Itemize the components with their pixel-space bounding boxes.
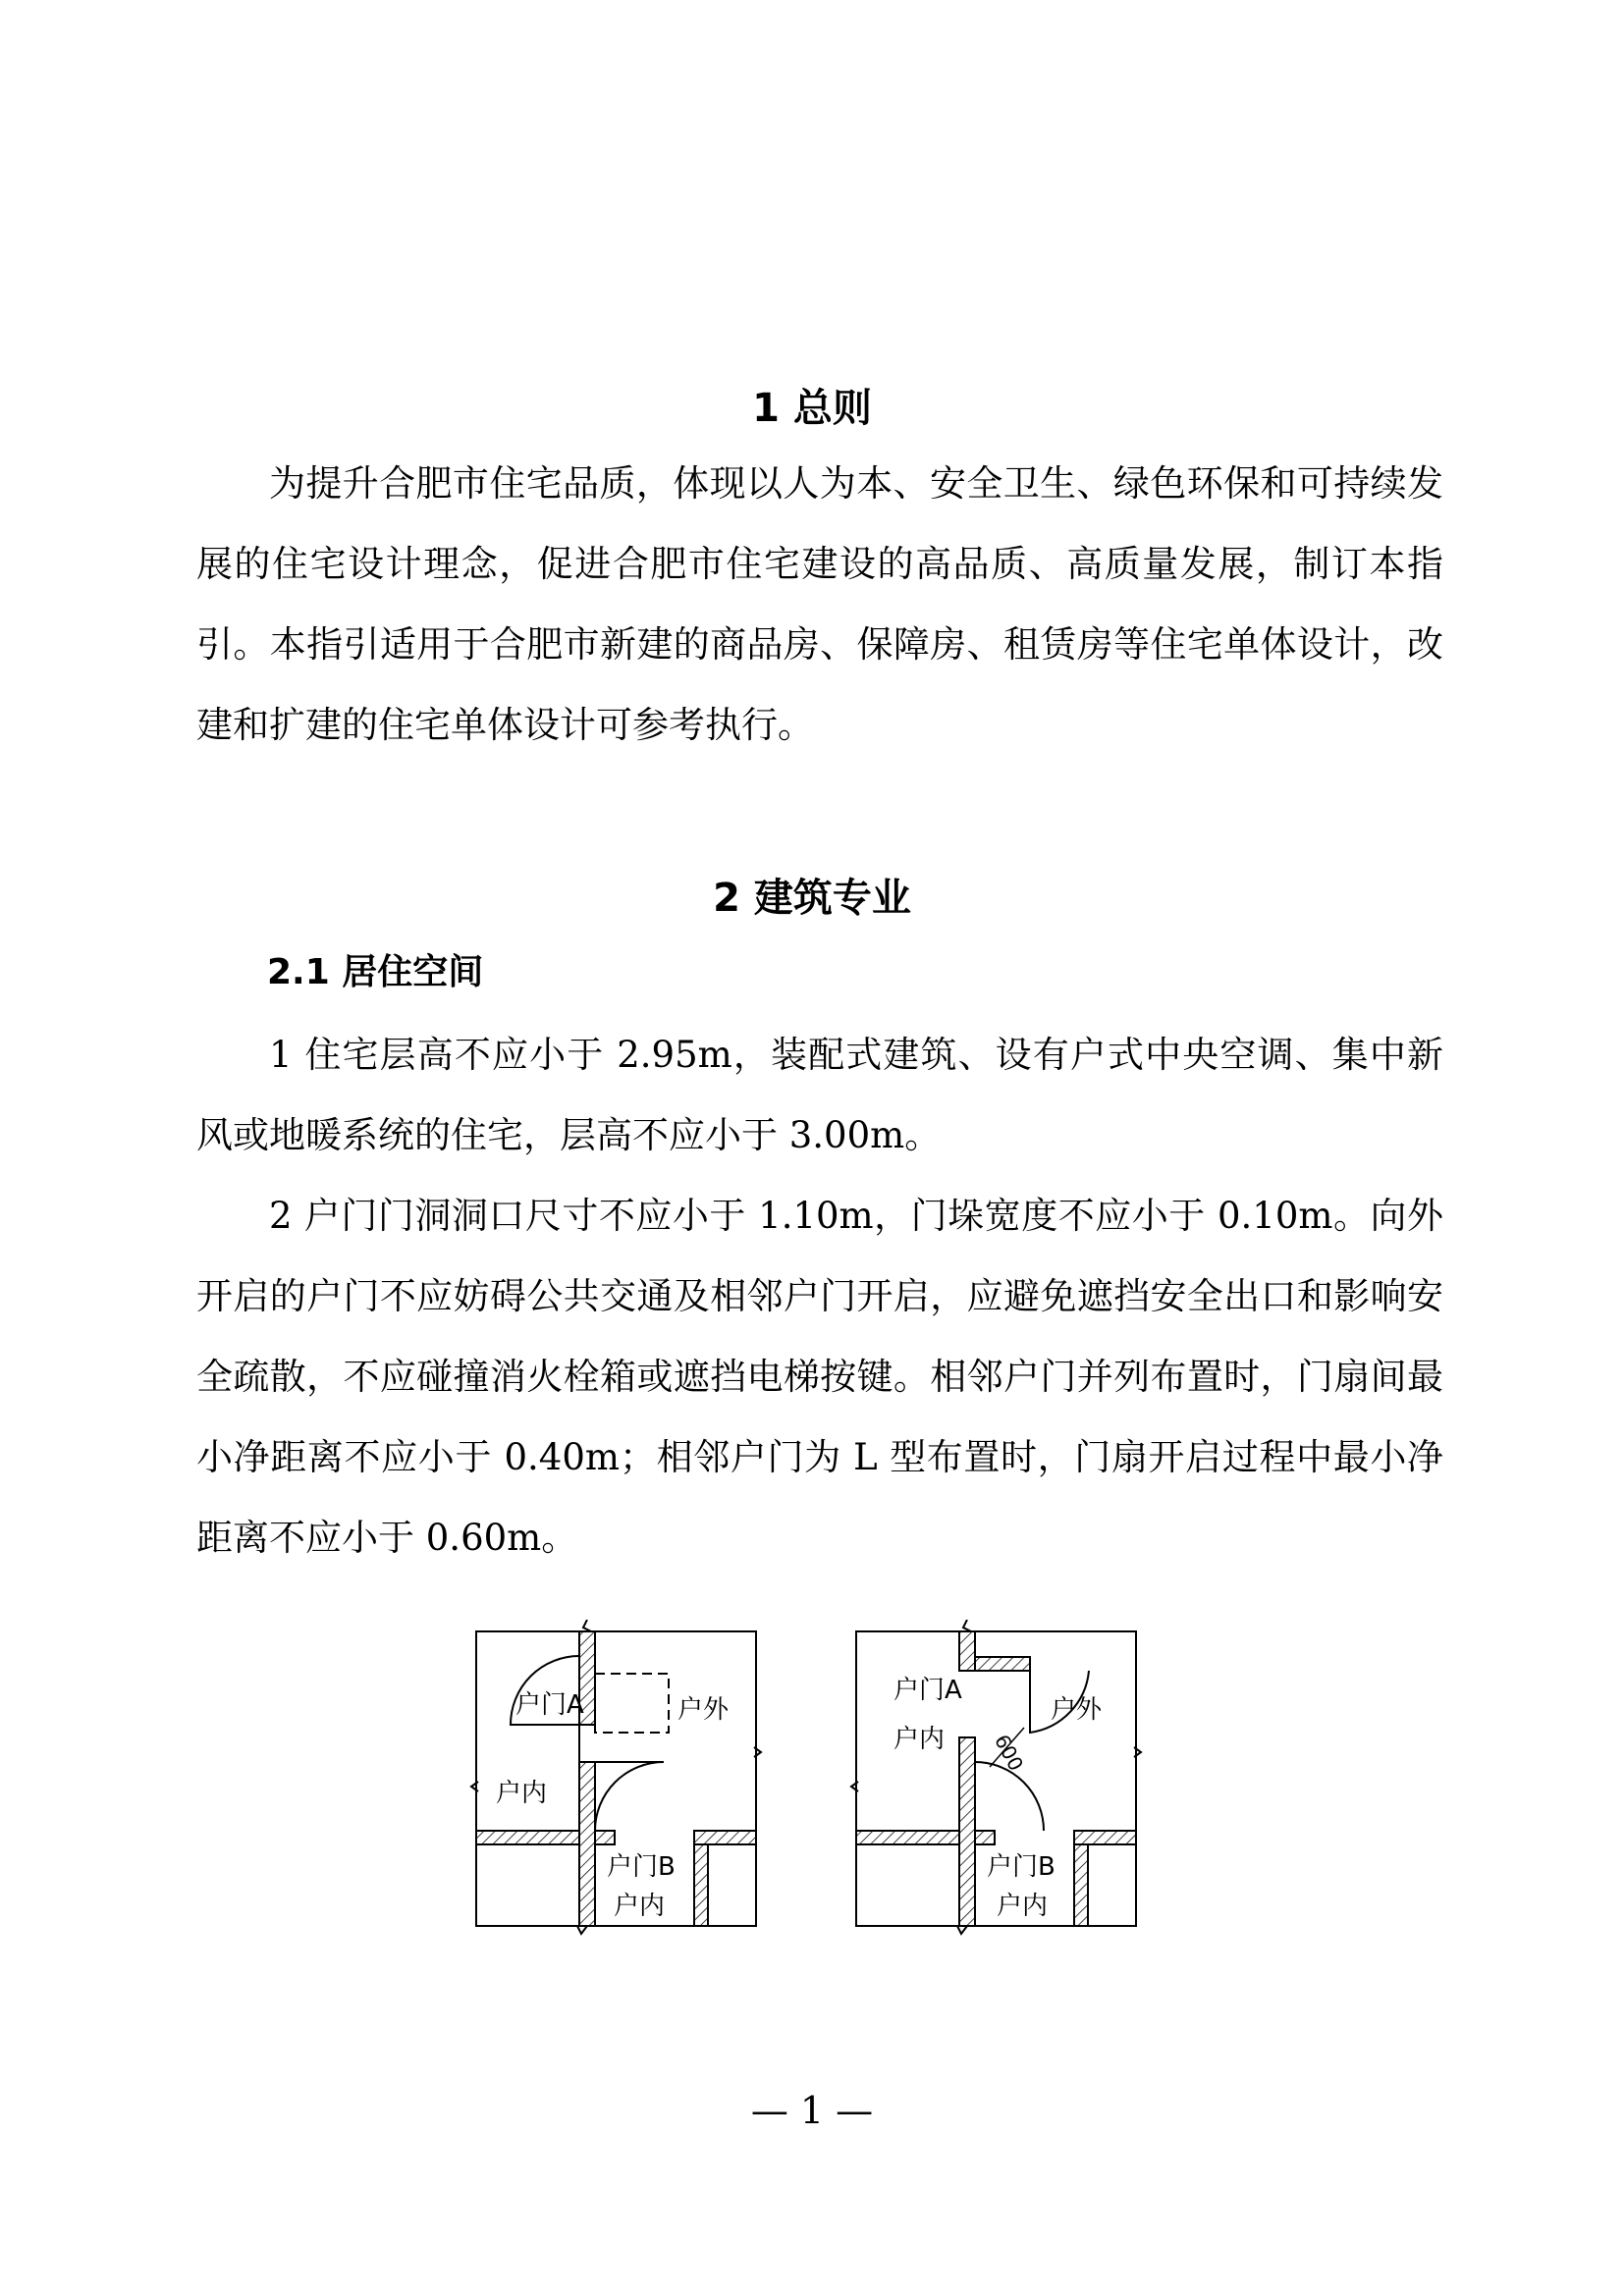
right-outside-label: 户外 [1051,1695,1103,1725]
subsection-2-1-title: 2.1 居住空间 [267,952,484,992]
l-shaped-doors-diagram [851,1620,1141,1934]
right-dimension-label: 600 [990,1730,1029,1775]
section-1-title: 1 总则 [752,386,872,431]
page-number: — 1 — [750,2089,874,2132]
section-2-title: 2 建筑专业 [713,876,911,921]
left-inside-b-label: 户内 [614,1892,666,1921]
item-2-paragraph: 2 户门门洞洞口尺寸不应小于 1.10m，门垛宽度不应小于 0.10m。向外开启的户门不应妨碍公共交通及相邻户门开启，应避免遮挡安全出口和影响安全疏散，不应碰撞消火栓箱或遮挡电梯按键。相邻户门并列布置时，门扇间最小净距离不应小于 0.40m；相邻户门为 L 型布置时，门扇开启过程中最小净距离不应小于 0.60m。 [196,1195,1443,1559]
right-inside-b-label: 户内 [997,1892,1049,1921]
left-door-b-label: 户门B [607,1852,676,1882]
item-1-paragraph: 1 住宅层高不应小于 2.95m，装配式建筑、设有户式中央空调、集中新风或地暖系统的住宅，层高不应小于 3.00m。 [196,1034,1443,1156]
left-inside-a-label: 户内 [496,1779,548,1808]
door-layout-figure [461,1620,1168,1944]
right-inside-a-label: 户内 [893,1725,946,1754]
parallel-doors-diagram [471,1620,761,1934]
section-1-paragraph: 为提升合肥市住宅品质，体现以人为本、安全卫生、绿色环保和可持续发展的住宅设计理念，促进合肥市住宅建设的高品质、高质量发展，制订本指引。本指引适用于合肥市新建的商品房、保障房、租赁房等住宅单体设计，改建和扩建的住宅单体设计可参考执行。 [196,462,1443,746]
right-door-a-label: 户门A [893,1676,962,1705]
left-outside-label: 户外 [677,1695,730,1725]
right-door-b-label: 户门B [987,1852,1056,1882]
left-door-a-label: 户门A [515,1690,584,1720]
